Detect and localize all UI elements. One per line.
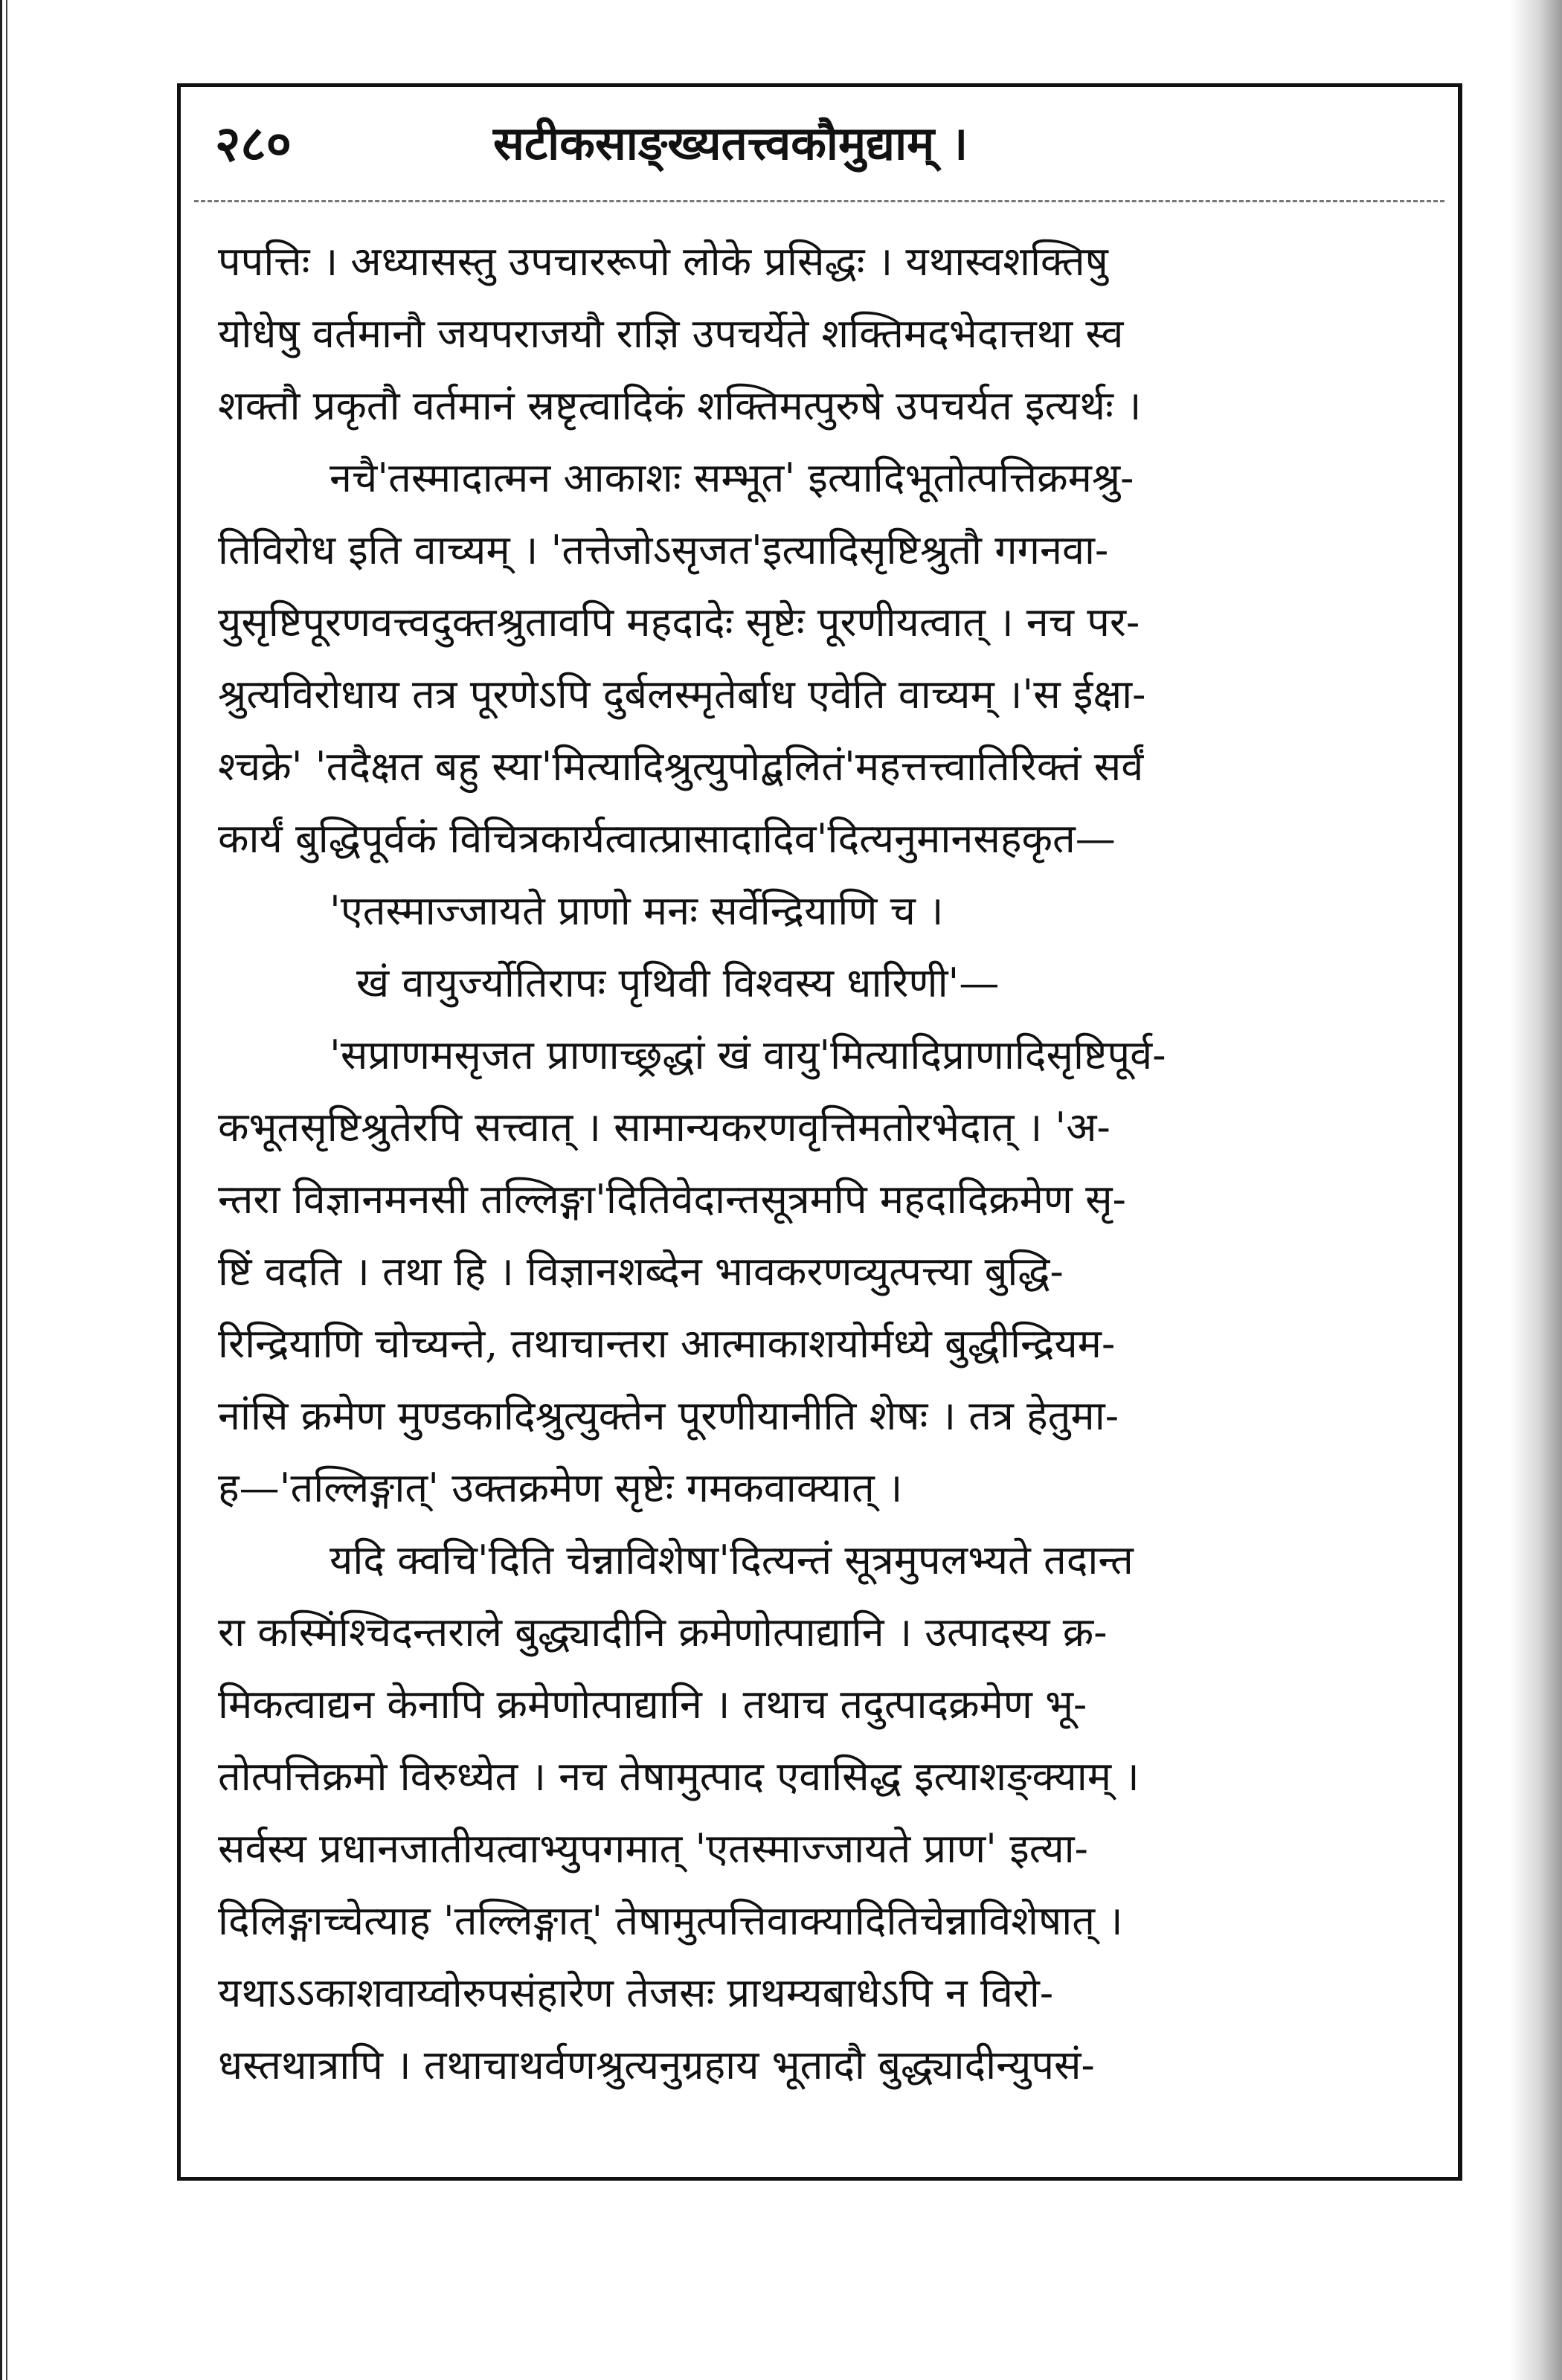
text-line: तिविरोध इति वाच्यम् । 'तत्तेजोऽसृजत'इत्यादिसृष्टिश्रुतौ गगनवा- xyxy=(218,527,1109,573)
text-line: श्रुत्यविरोधाय तत्र पूरणेऽपि दुर्बलस्मृतेर्बाध एवेति वाच्यम् ।'स ईक्षा- xyxy=(218,671,1146,718)
text-line: रिन्द्रियाणि चोच्यन्ते, तथाचान्तरा आत्माकाशयोर्मध्ये बुद्धीन्द्रियम- xyxy=(218,1320,1116,1367)
text-line: योधेषु वर्तमानौ जयपराजयौ राज्ञि उपचर्येते शक्तिमदभेदात्तथा स्व xyxy=(218,310,1124,357)
text-line: नचै'तस्मादात्मन आकाशः सम्भूत' इत्यादिभूतोत्पत्तिक्रमश्रु- xyxy=(330,454,1134,501)
text-line: मिकत्वाद्यन केनापि क्रमेणोत्पाद्यानि । तथाच तदुत्पादक्रमेण भू- xyxy=(218,1681,1087,1728)
page-edge-shadow xyxy=(1510,0,1562,2380)
text-line: ष्टिं वदति । तथा हि । विज्ञानशब्देन भावकरणव्युत्पत्त्या बुद्धि- xyxy=(218,1248,1064,1295)
text-line: शक्तौ प्रकृतौ वर्तमानं स्रष्टृत्वादिकं शक्तिमत्पुरुषे उपचर्यत इत्यर्थः । xyxy=(218,382,1142,429)
text-line: यथाऽऽकाशवाय्वोरुपसंहारेण तेजसः प्राथम्यबाधेऽपि न विरो- xyxy=(218,1969,1054,2016)
text-line: 'सप्राणमसृजत प्राणाच्छ्रद्धां खं वायु'मित्यादिप्राणादिसृष्टिपूर्व- xyxy=(330,1032,1166,1078)
verse-line: 'एतस्माज्जायते प्राणो मनः सर्वेन्द्रियाणि च । xyxy=(330,887,944,934)
text-line: सर्वस्य प्रधानजातीयत्वाभ्युपगमात् 'एतस्माज्जायते प्राण' इत्या- xyxy=(218,1825,1088,1872)
verse-line: खं वायुर्ज्योतिरापः पृथिवी विश्वस्य धारिणी'— xyxy=(356,959,1000,1006)
running-title: सटीकसाङ्ख्यतत्त्वकौमुद्याम् । xyxy=(493,116,968,170)
text-line: रा कस्मिंश्चिदन्तराले बुद्ध्यादीनि क्रमेणोत्पाद्यानि । उत्पादस्य क्र- xyxy=(218,1609,1108,1656)
header-divider xyxy=(194,200,1444,202)
text-line: कार्यं बुद्धिपूर्वकं विचित्रकार्यत्वात्प्रासादादिव'दित्यनुमानसहकृत— xyxy=(218,815,1116,862)
page-frame xyxy=(177,83,1462,2181)
text-line: तोत्पत्तिक्रमो विरुध्येत । नच तेषामुत्पाद एवासिद्ध इत्याशङ्क्याम् । xyxy=(218,1753,1140,1800)
text-line: धस्तथात्रापि । तथाचाथर्वणश्रुत्यनुग्रहाय भूतादौ बुद्ध्यादीन्युपसं- xyxy=(218,2042,1095,2088)
page-header xyxy=(181,106,1458,181)
text-line: श्चक्रे' 'तदैक्षत बहु स्या'मित्यादिश्रुत्युपोद्बलितं'महत्तत्त्वातिरिक्तं सर्वं xyxy=(218,743,1144,790)
text-line: ह—'तल्लिङ्गात्' उक्तक्रमेण सृष्टेः गमकवाक्यात् । xyxy=(218,1464,903,1511)
book-binding-edge xyxy=(0,0,10,2380)
text-line: युसृष्टिपूरणवत्त्वदुक्तश्रुतावपि महदादेः सृष्टेः पूरणीयत्वात् । नच पर- xyxy=(218,599,1140,646)
text-line: दिलिङ्गाच्चेत्याह 'तल्लिङ्गात्' तेषामुत्पत्तिवाक्यादितिचेन्नाविशेषात् । xyxy=(218,1897,1123,1944)
text-line: यदि क्वचि'दिति चेन्नाविशेषा'दित्यन्तं सूत्रमुपलभ्यते तदान्त xyxy=(330,1537,1134,1583)
page-number: २८० xyxy=(215,115,292,173)
text-line: पपत्तिः । अध्यासस्तु उपचाररूपो लोके प्रसिद्धः । यथास्वशक्तिषु xyxy=(218,238,1108,285)
text-line: न्तरा विज्ञानमनसी तल्लिङ्गा'दितिवेदान्तसूत्रमपि महदादिक्रमेण सृ- xyxy=(218,1176,1126,1223)
text-line: कभूतसृष्टिश्रुतेरपि सत्त्वात् । सामान्यकरणवृत्तिमतोरभेदात् । 'अ- xyxy=(218,1104,1111,1151)
text-line: नांसि क्रमेण मुण्डकादिश्रुत्युक्तेन पूरणीयानीति शेषः । तत्र हेतुमा- xyxy=(218,1392,1119,1439)
page-body xyxy=(218,225,1423,2101)
